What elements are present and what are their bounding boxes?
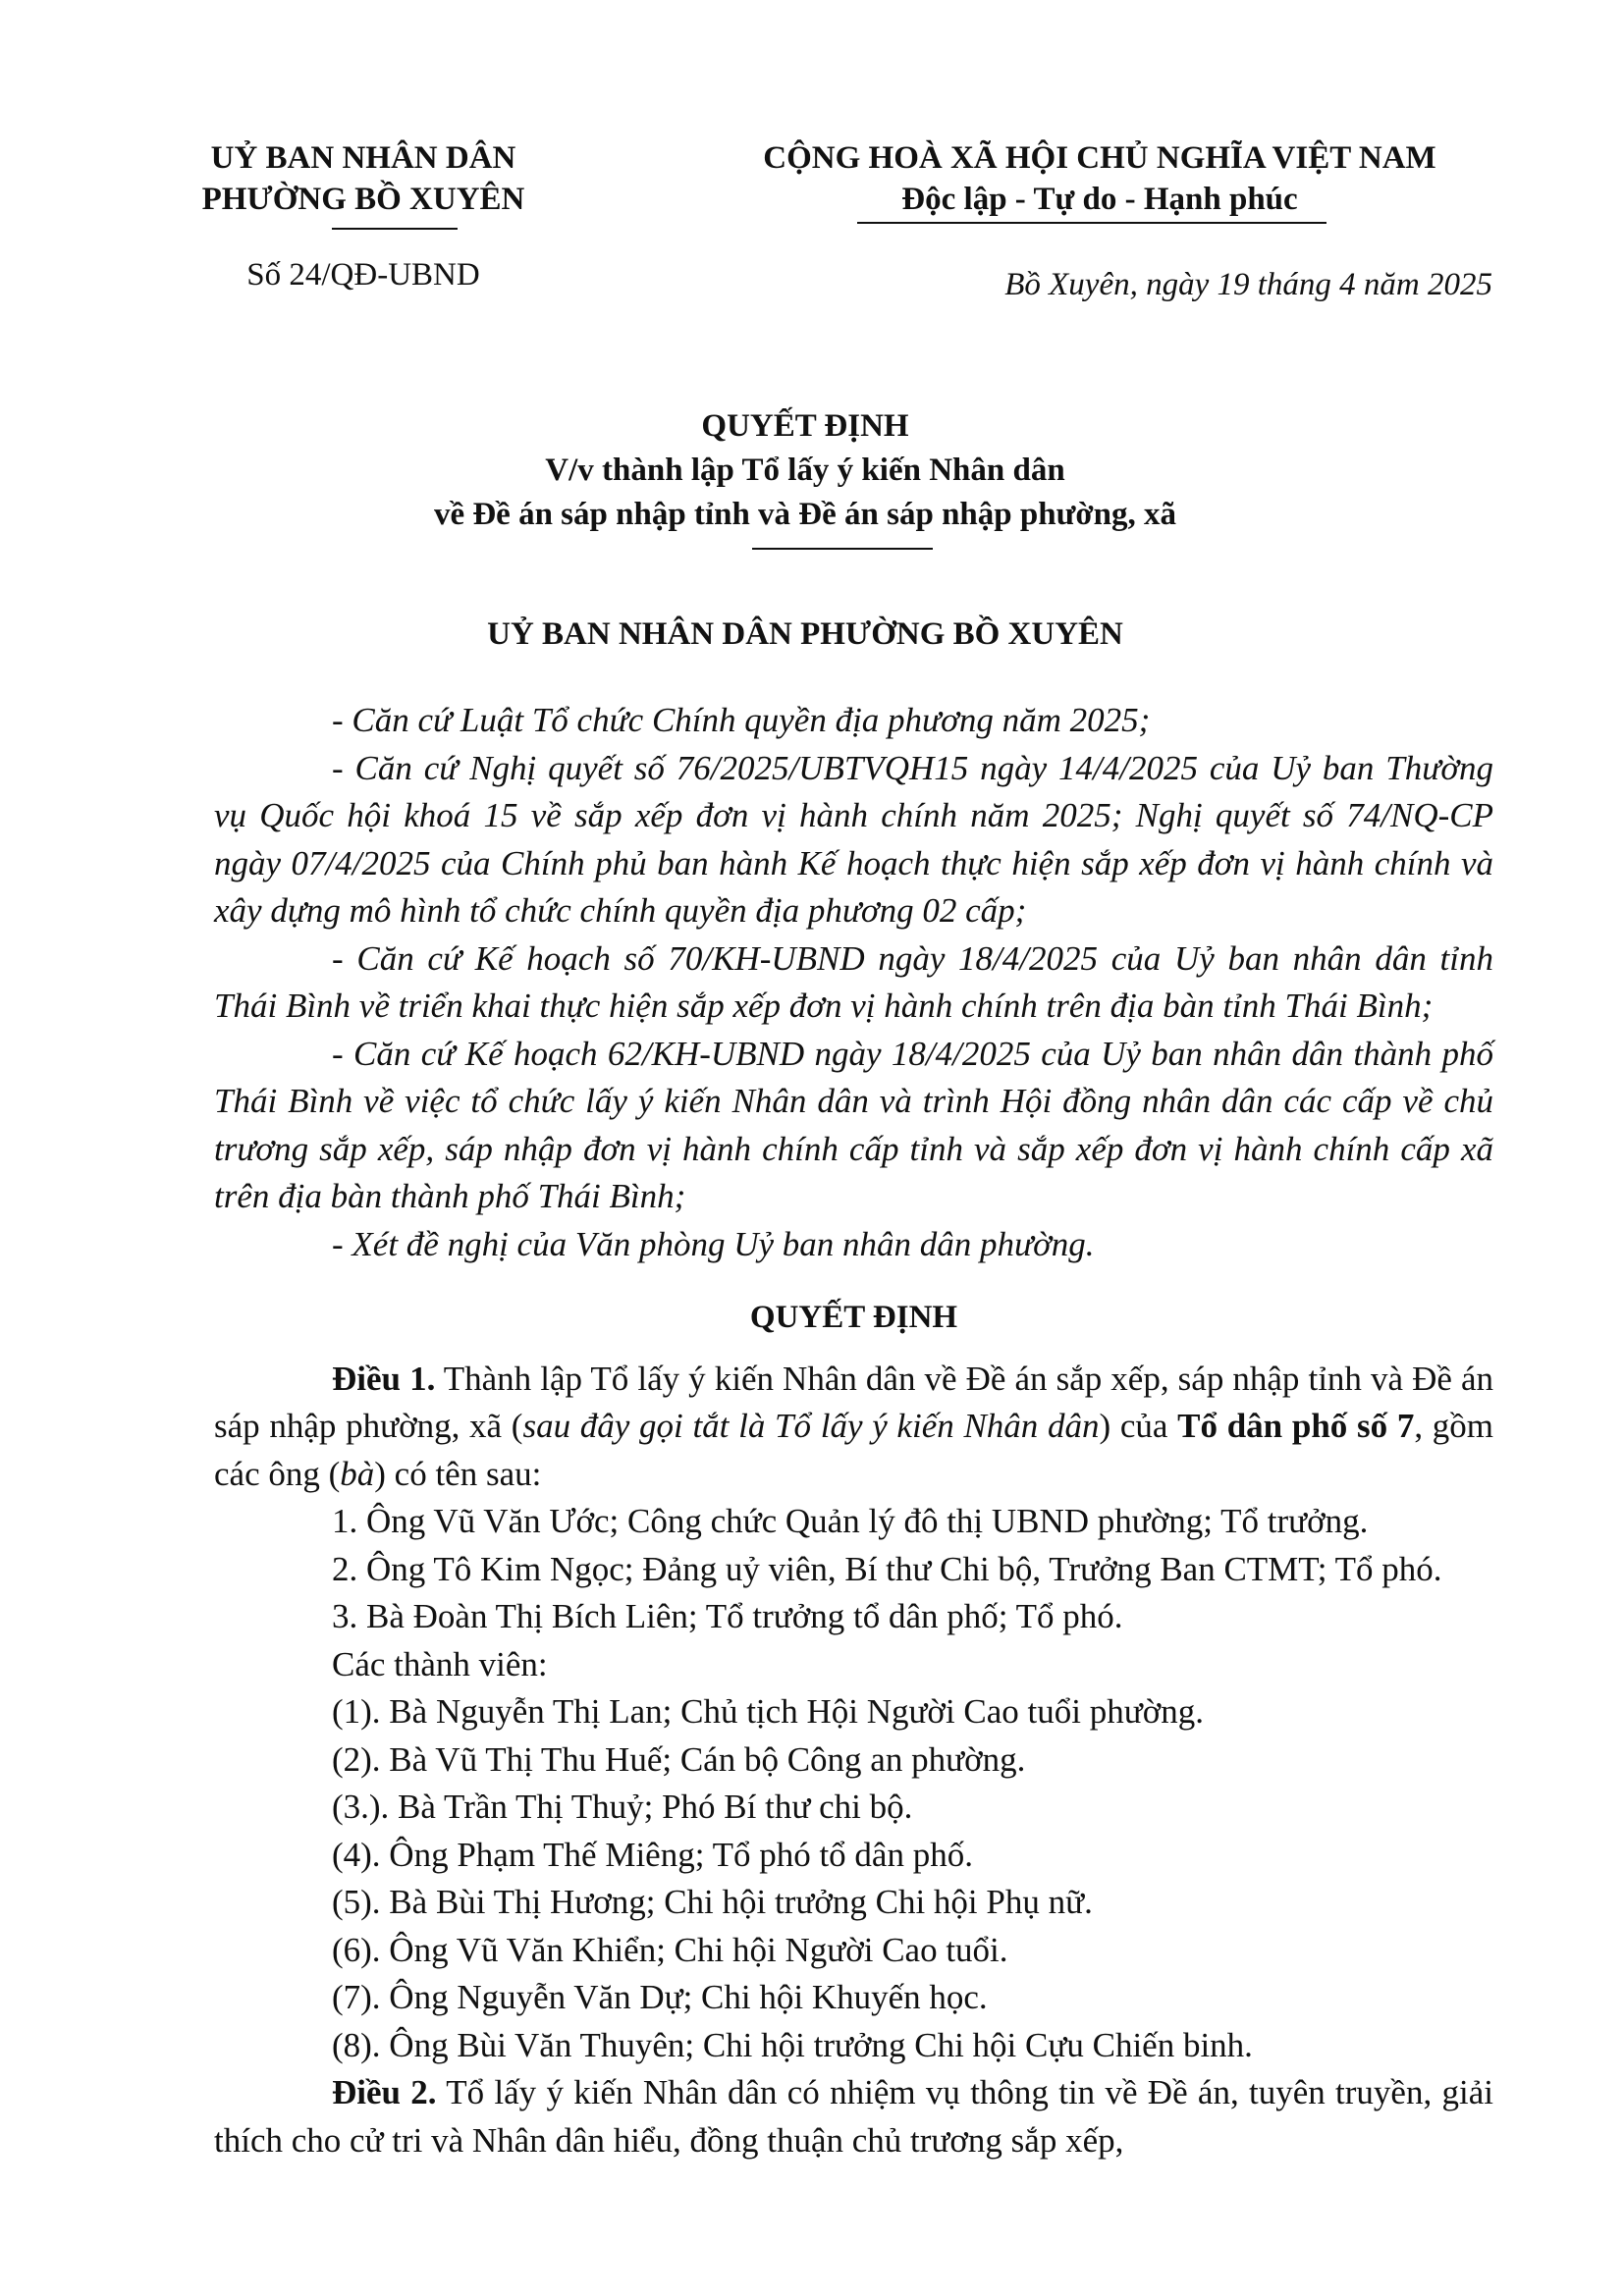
national-name: CỘNG HOÀ XÃ HỘI CHỦ NGHĨA VIỆT NAM bbox=[763, 140, 1436, 176]
member-3: (3.). Bà Trần Thị Thuỷ; Phó Bí thư chi bộ. bbox=[332, 1788, 913, 1826]
legal-basis-3: - Căn cứ Kế hoạch số 70/KH-UBND ngày 18/4/2025 của Uỷ ban nhân dân tỉnh Thái Bình về triển khai thực hiện sắp xếp đơn vị hành chính trên địa bàn tỉnh Thái Bình; bbox=[214, 938, 1493, 1025]
national-title bbox=[687, 137, 1512, 220]
article-1-text-italic-2: bà bbox=[340, 1454, 375, 1493]
legal-basis-2: - Căn cứ Nghị quyết số 76/2025/UBTVQH15 ngày 14/4/2025 của Uỷ ban Thường vụ Quốc hội khoá 15 về sắp xếp đơn vị hành chính năm 2025; Nghị quyết số 74/NQ-CP ngày 07/4/2025 của Chính phủ ban hành Kế hoạch thực hiện sắp xếp đơn vị hành chính và xây dựng mô hình tổ chức chính quyền địa phương 02 cấp; bbox=[214, 748, 1493, 930]
members-label: Các thành viên: bbox=[332, 1644, 548, 1683]
legal-basis-1: - Căn cứ Luật Tổ chức Chính quyền địa phương năm 2025; bbox=[332, 701, 1151, 739]
member-8: (8). Ông Bùi Văn Thuyên; Chi hội trưởng Chi hội Cựu Chiến binh. bbox=[332, 2025, 1253, 2064]
article-1-label: Điều 1. bbox=[332, 1359, 436, 1398]
document-date: Bồ Xuyên, ngày 19 tháng 4 năm 2025 bbox=[1004, 267, 1492, 302]
agency-line-2: PHƯỜNG BỒ XUYÊN bbox=[201, 182, 525, 217]
article-2-text: Tổ lấy ý kiến Nhân dân có nhiệm vụ thông tin về Đề án, tuyên truyền, giải thích cho cử tri và Nhân dân hiểu, đồng thuận chủ trương sắp xếp, bbox=[214, 2073, 1494, 2160]
agency-underline bbox=[332, 228, 458, 230]
article-1-text-b: ) của bbox=[1099, 1407, 1178, 1445]
article-1-text-bold: Tổ dân phố số 7 bbox=[1177, 1407, 1415, 1445]
member-5: (5). Bà Bùi Thị Hương; Chi hội trưởng Chi hội Phụ nữ. bbox=[332, 1883, 1093, 1921]
article-1-text-d: ) có tên sau: bbox=[374, 1454, 542, 1493]
title-line-1: QUYẾT ĐỊNH bbox=[701, 408, 909, 444]
member-1: (1). Bà Nguyễn Thị Lan; Chủ tịch Hội Người Cao tuổi phường. bbox=[332, 1692, 1204, 1731]
member-4: (4). Ông Phạm Thế Miêng; Tổ phó tổ dân phố. bbox=[332, 1835, 973, 1874]
title-line-3: về Đề án sáp nhập tỉnh và Đề án sáp nhập phường, xã bbox=[433, 497, 1177, 532]
leader-1: 1. Ông Vũ Văn Ước; Công chức Quản lý đô thị UBND phường; Tổ trưởng. bbox=[332, 1502, 1369, 1540]
article-2 bbox=[214, 2069, 1493, 2164]
leader-3: 3. Bà Đoàn Thị Bích Liên; Tổ trưởng tổ dân phố; Tổ phó. bbox=[332, 1597, 1123, 1635]
legal-basis-5: - Xét đề nghị của Văn phòng Uỷ ban nhân dân phường. bbox=[332, 1224, 1095, 1263]
member-2: (2). Bà Vũ Thị Thu Huế; Cán bộ Công an phường. bbox=[332, 1739, 1026, 1779]
motto-underline bbox=[857, 222, 1326, 224]
title-line-2: V/v thành lập Tổ lấy ý kiến Nhân dân bbox=[545, 453, 1065, 488]
decision-heading: QUYẾT ĐỊNH bbox=[749, 1300, 958, 1335]
leader-2: 2. Ông Tô Kim Ngọc; Đảng uỷ viên, Bí thư Chi bộ, Trưởng Ban CTMT; Tổ phó. bbox=[332, 1549, 1442, 1588]
article-1 bbox=[214, 1356, 1493, 1499]
article-2-label: Điều 2. bbox=[332, 2073, 437, 2111]
national-motto: Độc lập - Tự do - Hạnh phúc bbox=[901, 182, 1298, 217]
issuer-heading: UỶ BAN NHÂN DÂN PHƯỜNG BỒ XUYÊN bbox=[487, 616, 1123, 652]
document-number: Số 24/QĐ-UBND bbox=[246, 257, 480, 293]
legal-basis-4: - Căn cứ Kế hoạch 62/KH-UBND ngày 18/4/2025 của Uỷ ban nhân dân thành phố Thái Bình về việc tổ chức lấy ý kiến Nhân dân và trình Hội đồng nhân dân các cấp về chủ trương sắp xếp, sáp nhập đơn vị hành chính cấp tỉnh và sắp xếp đơn vị hành chính cấp xã trên địa bàn thành phố Thái Bình; bbox=[214, 1034, 1493, 1215]
document-title bbox=[196, 404, 1414, 537]
issuing-agency bbox=[196, 137, 530, 220]
article-1-text-a: Thành lập Tổ lấy ý kiến Nhân dân về Đề án sắp xếp, sáp nhập tỉnh và Đề án sáp nhập phường, xã ( bbox=[214, 1359, 1493, 1445]
title-underline bbox=[752, 548, 933, 550]
document-body bbox=[214, 697, 1493, 2164]
article-1-text-c: , gồm các ông ( bbox=[214, 1407, 1494, 1493]
agency-line-1: UỶ BAN NHÂN DÂN bbox=[210, 140, 516, 176]
article-1-text-italic: sau đây gọi tắt là Tổ lấy ý kiến Nhân dân bbox=[522, 1407, 1100, 1445]
member-6: (6). Ông Vũ Văn Khiển; Chi hội Người Cao tuổi. bbox=[332, 1930, 1008, 1969]
member-7: (7). Ông Nguyễn Văn Dự; Chi hội Khuyến học. bbox=[332, 1978, 988, 2016]
